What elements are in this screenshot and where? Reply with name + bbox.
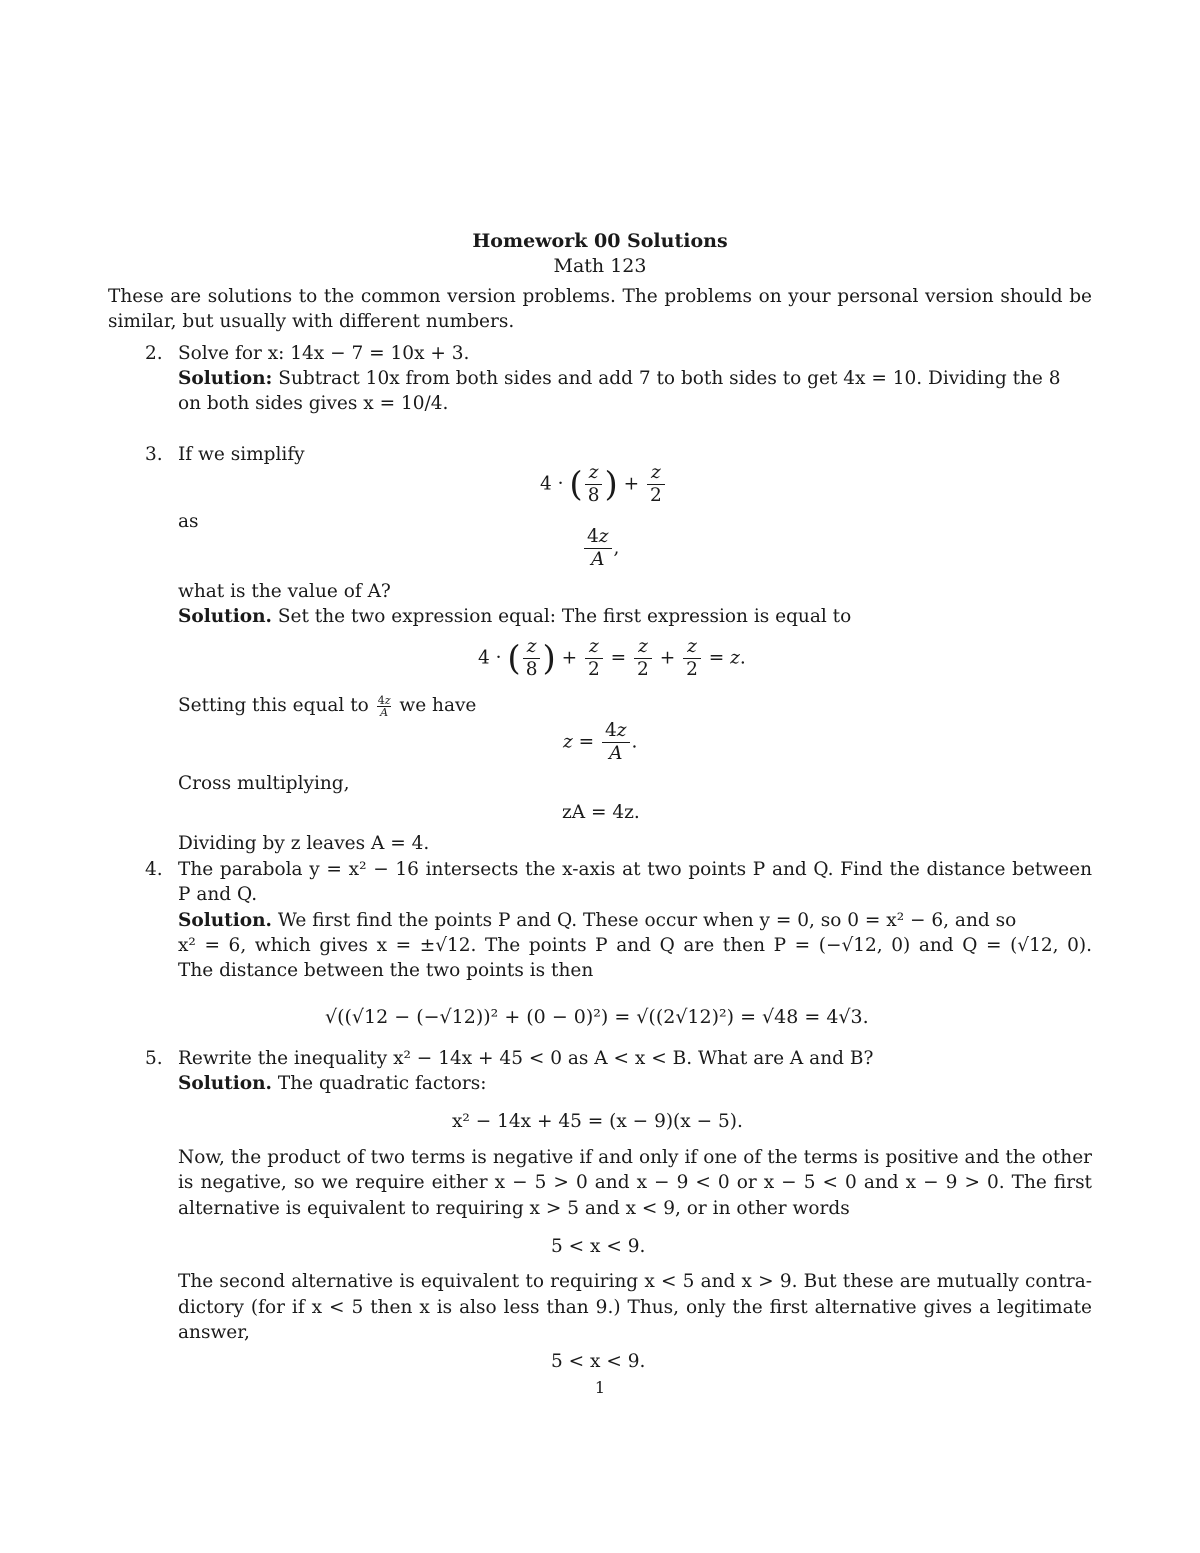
solution-text: The quadratic factors: xyxy=(277,1073,487,1094)
inequality-2: 5 < x < 9. xyxy=(551,1351,646,1372)
page-number: 1 xyxy=(594,1378,606,1397)
expression-zA-equals-4z: zA = 4z. xyxy=(562,802,640,823)
solution-text: We first find the points P and Q. These occur when y = 0, so 0 = x² − 6, and so xyxy=(277,910,1017,931)
problem-3-if-simplify: If we simplify xyxy=(178,444,305,465)
intro-line-2: similar, but usually with different numbers. xyxy=(108,311,515,332)
problem-5-para2-line-2: dictory (for if x < 5 then x is also less than 9.) Thus, only the first alternative gives a legitimate xyxy=(178,1297,1092,1318)
solution-label: Solution. xyxy=(178,910,272,931)
problem-5-question: Rewrite the inequality x² − 14x + 45 < 0 as A < x < B. What are A and B? xyxy=(178,1048,874,1069)
intro-line-1: These are solutions to the common version problems. The problems on your personal version should be xyxy=(108,286,1092,307)
problem-3-dividing: Dividing by z leaves A = 4. xyxy=(178,833,430,854)
problem-4-solution-line-3: The distance between the two points is then xyxy=(178,960,594,981)
problem-5-para2-line-1: The second alternative is equivalent to requiring x < 5 and x > 9. But these are mutually contra- xyxy=(178,1271,1092,1292)
problem-3-number: 3. xyxy=(145,444,163,465)
problem-3-question: what is the value of A? xyxy=(178,581,391,602)
problem-5-para1-line-2: is negative, so we require either x − 5 > 0 and x − 9 < 0 or x − 5 < 0 and x − 9 > 0. The first xyxy=(178,1172,1092,1193)
problem-5-para1-line-1: Now, the product of two terms is negative if and only if one of the terms is positive and the other xyxy=(178,1147,1092,1168)
problem-2-number: 2. xyxy=(145,343,163,364)
solution-text: Set the two expression equal: The first expression is equal to xyxy=(277,606,852,627)
expression-4-z8-plus-z2: 4 · ( $\frac{z}{8}$ ) + $\frac{z}{2}$ xyxy=(540,462,667,507)
solution-label: Solution: xyxy=(178,368,273,389)
problem-3-solution-line xyxy=(178,605,851,629)
problem-4-solution-line-1 xyxy=(178,909,1092,933)
expression-simplify-chain: 4 · ( $\frac{z}{8}$ ) + $\frac{z}{2}$ = $\frac{z}{2}$ + $\frac{z}{2}$ = z. xyxy=(478,636,746,680)
problem-5-para2-line-3: answer, xyxy=(178,1322,250,1343)
solution-label: Solution. xyxy=(178,606,272,627)
solution-text: Subtract 10x from both sides and add 7 to both sides to get 4x = 10. Dividing the 8 xyxy=(278,368,1061,389)
problem-3-cross-multiplying: Cross multiplying, xyxy=(178,773,350,794)
problem-4-solution-line-2: x² = 6, which gives x = ±√12. The points P and Q are then P = (−√12, 0) and Q = (√12, 0). xyxy=(178,935,1092,956)
problem-4-question-line-1: The parabola y = x² − 16 intersects the x-axis at two points P and Q. Find the distance between xyxy=(178,859,1092,880)
problem-2-solution-line-2: on both sides gives x = 10/4. xyxy=(178,393,449,414)
small-fraction-4z-A: $\frac{4z}{A}$ xyxy=(377,693,391,719)
problem-2-question: Solve for x: 14x − 7 = 10x + 3. xyxy=(178,343,470,364)
expression-distance: √((√12 − (−√12))² + (0 − 0)²) = √((2√12)²) = √48 = 4√3. xyxy=(325,1006,869,1028)
problem-5-para1-line-3: alternative is equivalent to requiring x > 5 and x < 9, or in other words xyxy=(178,1198,850,1219)
solution-label: Solution. xyxy=(178,1073,272,1094)
problem-5-number: 5. xyxy=(145,1048,163,1069)
problem-4-number: 4. xyxy=(145,859,163,880)
expression-factorization: x² − 14x + 45 = (x − 9)(x − 5). xyxy=(452,1111,743,1132)
expression-z-equals-4z-over-A: z = $\frac{4z}{A}$ . xyxy=(563,720,638,764)
course-name: Math 123 xyxy=(553,255,647,277)
problem-3-setting-equal: Setting this equal to $\frac{4z}{A}$ we have xyxy=(178,693,477,719)
problem-3-as: as xyxy=(178,511,199,532)
expression-4z-over-A: $\frac{4z}{A}$ , xyxy=(582,526,619,571)
problem-4-question-line-2: P and Q. xyxy=(178,884,258,905)
problem-2-solution-line-1 xyxy=(178,367,1092,391)
document-title: Homework 00 Solutions xyxy=(472,230,728,252)
problem-5-solution-line xyxy=(178,1072,486,1096)
inequality-1: 5 < x < 9. xyxy=(551,1236,646,1257)
